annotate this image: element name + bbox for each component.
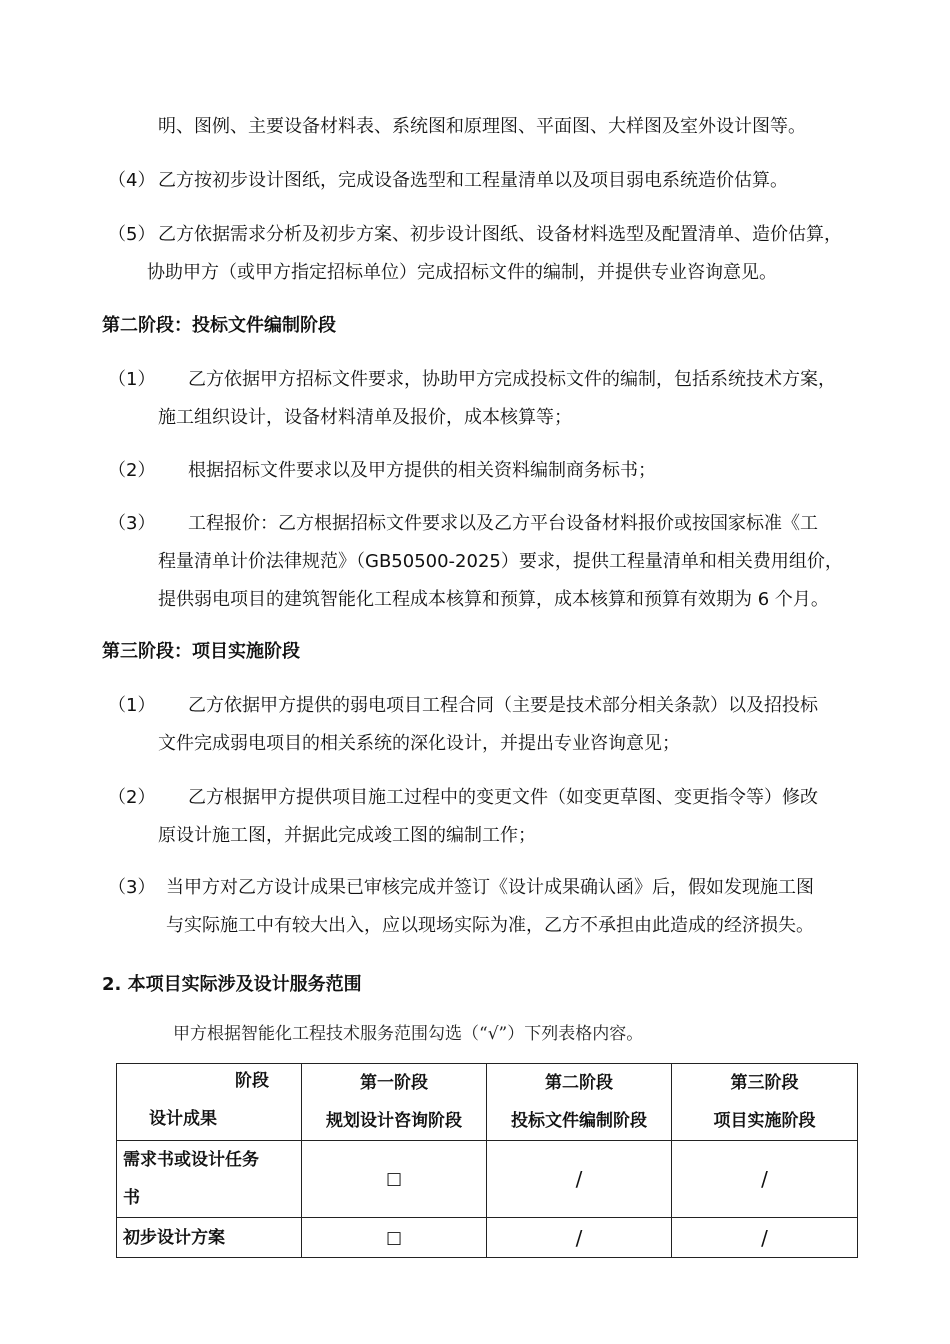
- column-header-subtitle: 规划设计咨询阶段: [326, 1111, 462, 1131]
- column-header-title: 第三阶段: [730, 1073, 799, 1093]
- stage1-checkbox[interactable]: □: [302, 1141, 487, 1218]
- column-header-subtitle: 项目实施阶段: [713, 1111, 816, 1131]
- paragraph-line: 协助甲方（或甲方指定招标单位）完成招标文件的编制，并提供专业咨询意见。: [147, 262, 777, 283]
- paragraph-line: 乙方按初步设计图纸，完成设备选型和工程量清单以及项目弱电系统造价估算。: [158, 170, 788, 191]
- paragraph-line: 程量清单计价法律规范》（GB50500-2025）要求，提供工程量清单和相关费用组价，: [158, 551, 843, 572]
- stage3-not-applicable: /: [672, 1218, 858, 1258]
- stage3-heading: 第三阶段：项目实施阶段: [102, 641, 300, 662]
- item-number: （2）: [108, 787, 156, 808]
- item-number: （5）: [108, 224, 156, 245]
- item-number: （4）: [108, 170, 156, 191]
- corner-stage-label: 阶段: [235, 1071, 269, 1091]
- section2-heading: 2. 本项目实际涉及设计服务范围: [102, 974, 362, 995]
- table-row: [117, 1141, 858, 1218]
- paragraph-line: 工程报价：乙方根据招标文件要求以及乙方平台设备材料报价或按国家标准《工: [188, 513, 818, 534]
- paragraph-line: 根据招标文件要求以及甲方提供的相关资料编制商务标书；: [188, 460, 656, 481]
- paragraph-line: 乙方根据甲方提供项目施工过程中的变更文件（如变更草图、变更指令等）修改: [188, 787, 818, 808]
- column-header-subtitle: 投标文件编制阶段: [511, 1111, 647, 1131]
- column-header-title: 第二阶段: [545, 1073, 613, 1093]
- paragraph-line: 乙方依据甲方提供的弱电项目工程合同（主要是技术部分相关条款）以及招投标: [188, 695, 818, 716]
- row-label-line: 初步设计方案: [123, 1227, 225, 1248]
- item-number: （2）: [108, 460, 156, 481]
- table-intro: 甲方根据智能化工程技术服务范围勾选（“√”）下列表格内容。: [173, 1024, 644, 1044]
- paragraph-line: 明、图例、主要设备材料表、系统图和原理图、平面图、大样图及室外设计图等。: [158, 116, 806, 137]
- corner-cell: [117, 1064, 302, 1141]
- item-number: （3）: [108, 513, 156, 534]
- corner-result-label: 设计成果: [149, 1109, 217, 1129]
- stage3-not-applicable: /: [672, 1141, 858, 1218]
- item-number: （1）: [108, 369, 156, 390]
- item-number: （1）: [108, 695, 156, 716]
- item-number: （3）: [108, 877, 156, 898]
- paragraph-line: 提供弱电项目的建筑智能化工程成本核算和预算，成本核算和预算有效期为 6 个月。: [158, 589, 829, 610]
- paragraph-line: 原设计施工图，并据此完成竣工图的编制工作；: [158, 825, 536, 846]
- row-label: [117, 1218, 302, 1258]
- row-label: [117, 1141, 302, 1218]
- row-label-line: 书: [123, 1188, 140, 1208]
- column-header-stage2: [487, 1064, 672, 1141]
- paragraph-line: 当甲方对乙方设计成果已审核完成并签订《设计成果确认函》后，假如发现施工图: [166, 877, 814, 898]
- column-header-stage3: [672, 1064, 858, 1141]
- stage2-heading: 第二阶段：投标文件编制阶段: [102, 315, 336, 336]
- table-header-row: [117, 1064, 858, 1141]
- service-scope-table: [116, 1063, 858, 1258]
- paragraph-line: 文件完成弱电项目的相关系统的深化设计，并提出专业咨询意见；: [158, 733, 680, 754]
- paragraph-line: 乙方依据甲方招标文件要求，协助甲方完成投标文件的编制，包括系统技术方案，: [188, 369, 836, 390]
- paragraph-line: 施工组织设计，设备材料清单及报价，成本核算等；: [158, 407, 572, 428]
- stage1-checkbox[interactable]: □: [302, 1218, 487, 1258]
- stage2-not-applicable: /: [487, 1141, 672, 1218]
- column-header-stage1: [302, 1064, 487, 1141]
- paragraph-line: 与实际施工中有较大出入，应以现场实际为准，乙方不承担由此造成的经济损失。: [166, 915, 814, 936]
- row-label-line: 需求书或设计任务: [123, 1150, 259, 1170]
- column-header-title: 第一阶段: [360, 1073, 428, 1093]
- stage2-not-applicable: /: [487, 1218, 672, 1258]
- table-row: [117, 1218, 858, 1258]
- paragraph-line: 乙方依据需求分析及初步方案、初步设计图纸、设备材料选型及配置清单、造价估算，: [158, 224, 842, 245]
